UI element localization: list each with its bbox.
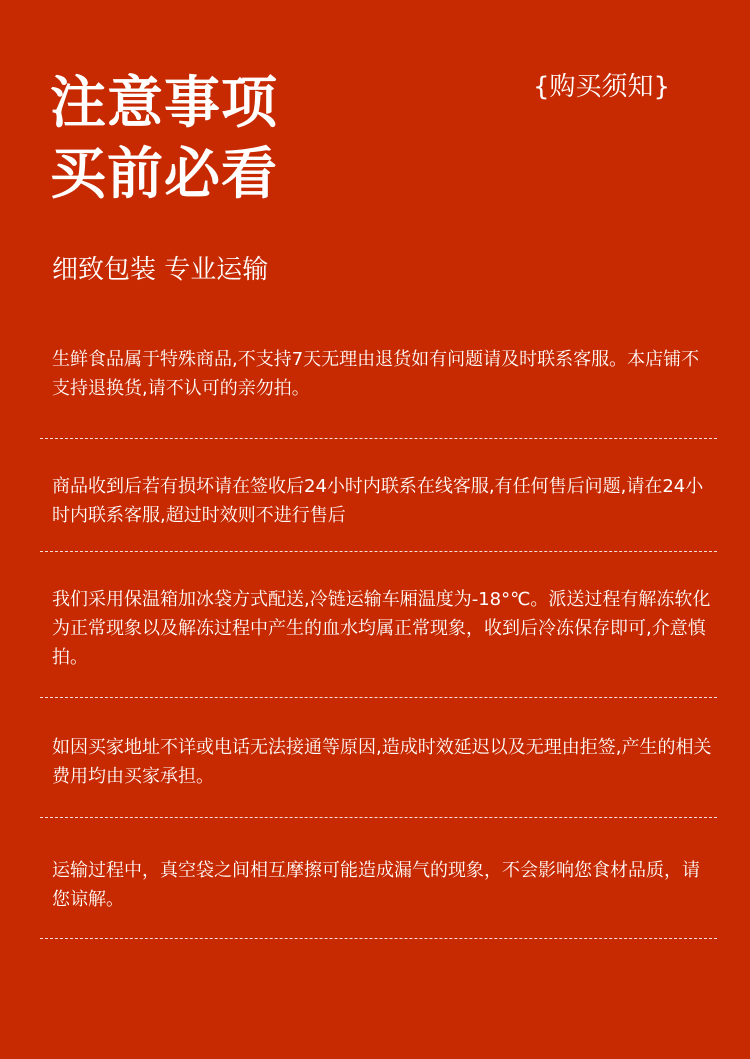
- divider: [40, 697, 717, 698]
- notice-damage-claim: 商品收到后若有损坏请在签收后24小时内联系在线客服,有任何售后问题,请在24小时内联系客服,超过时效则不进行售后: [52, 476, 704, 526]
- notice-address-issue: 如因买家地址不详或电话无法接通等原因,造成时效延迟以及无理由拒签,产生的相关费用均由买家承担。: [52, 737, 712, 787]
- divider: [40, 938, 717, 939]
- divider: [40, 817, 717, 818]
- divider: [40, 551, 717, 552]
- page-title-line-1: 注意事项: [50, 71, 278, 136]
- divider: [40, 438, 717, 439]
- subtitle: 细致包装 专业运输: [52, 255, 269, 285]
- page-title-line-2: 买前必看: [50, 142, 278, 207]
- notice-cold-chain: 我们采用保温箱加冰袋方式配送,冷链运输车厢温度为-18°℃。派送过程有解冻软化为正常现象以及解冻过程中产生的血水均属正常现象，收到后冷冻保存即可,介意慎拍。: [52, 589, 711, 668]
- notice-return-policy: 生鲜食品属于特殊商品,不支持7天无理由退货如有问题请及时联系客服。本店铺不支持退换货,请不认可的亲勿拍。: [52, 349, 700, 399]
- purchase-notice-tag: {购买须知}: [533, 72, 671, 102]
- notice-vacuum-bag: 运输过程中，真空袋之间相互摩擦可能造成漏气的现象，不会影响您食材品质，请您谅解。: [52, 860, 700, 910]
